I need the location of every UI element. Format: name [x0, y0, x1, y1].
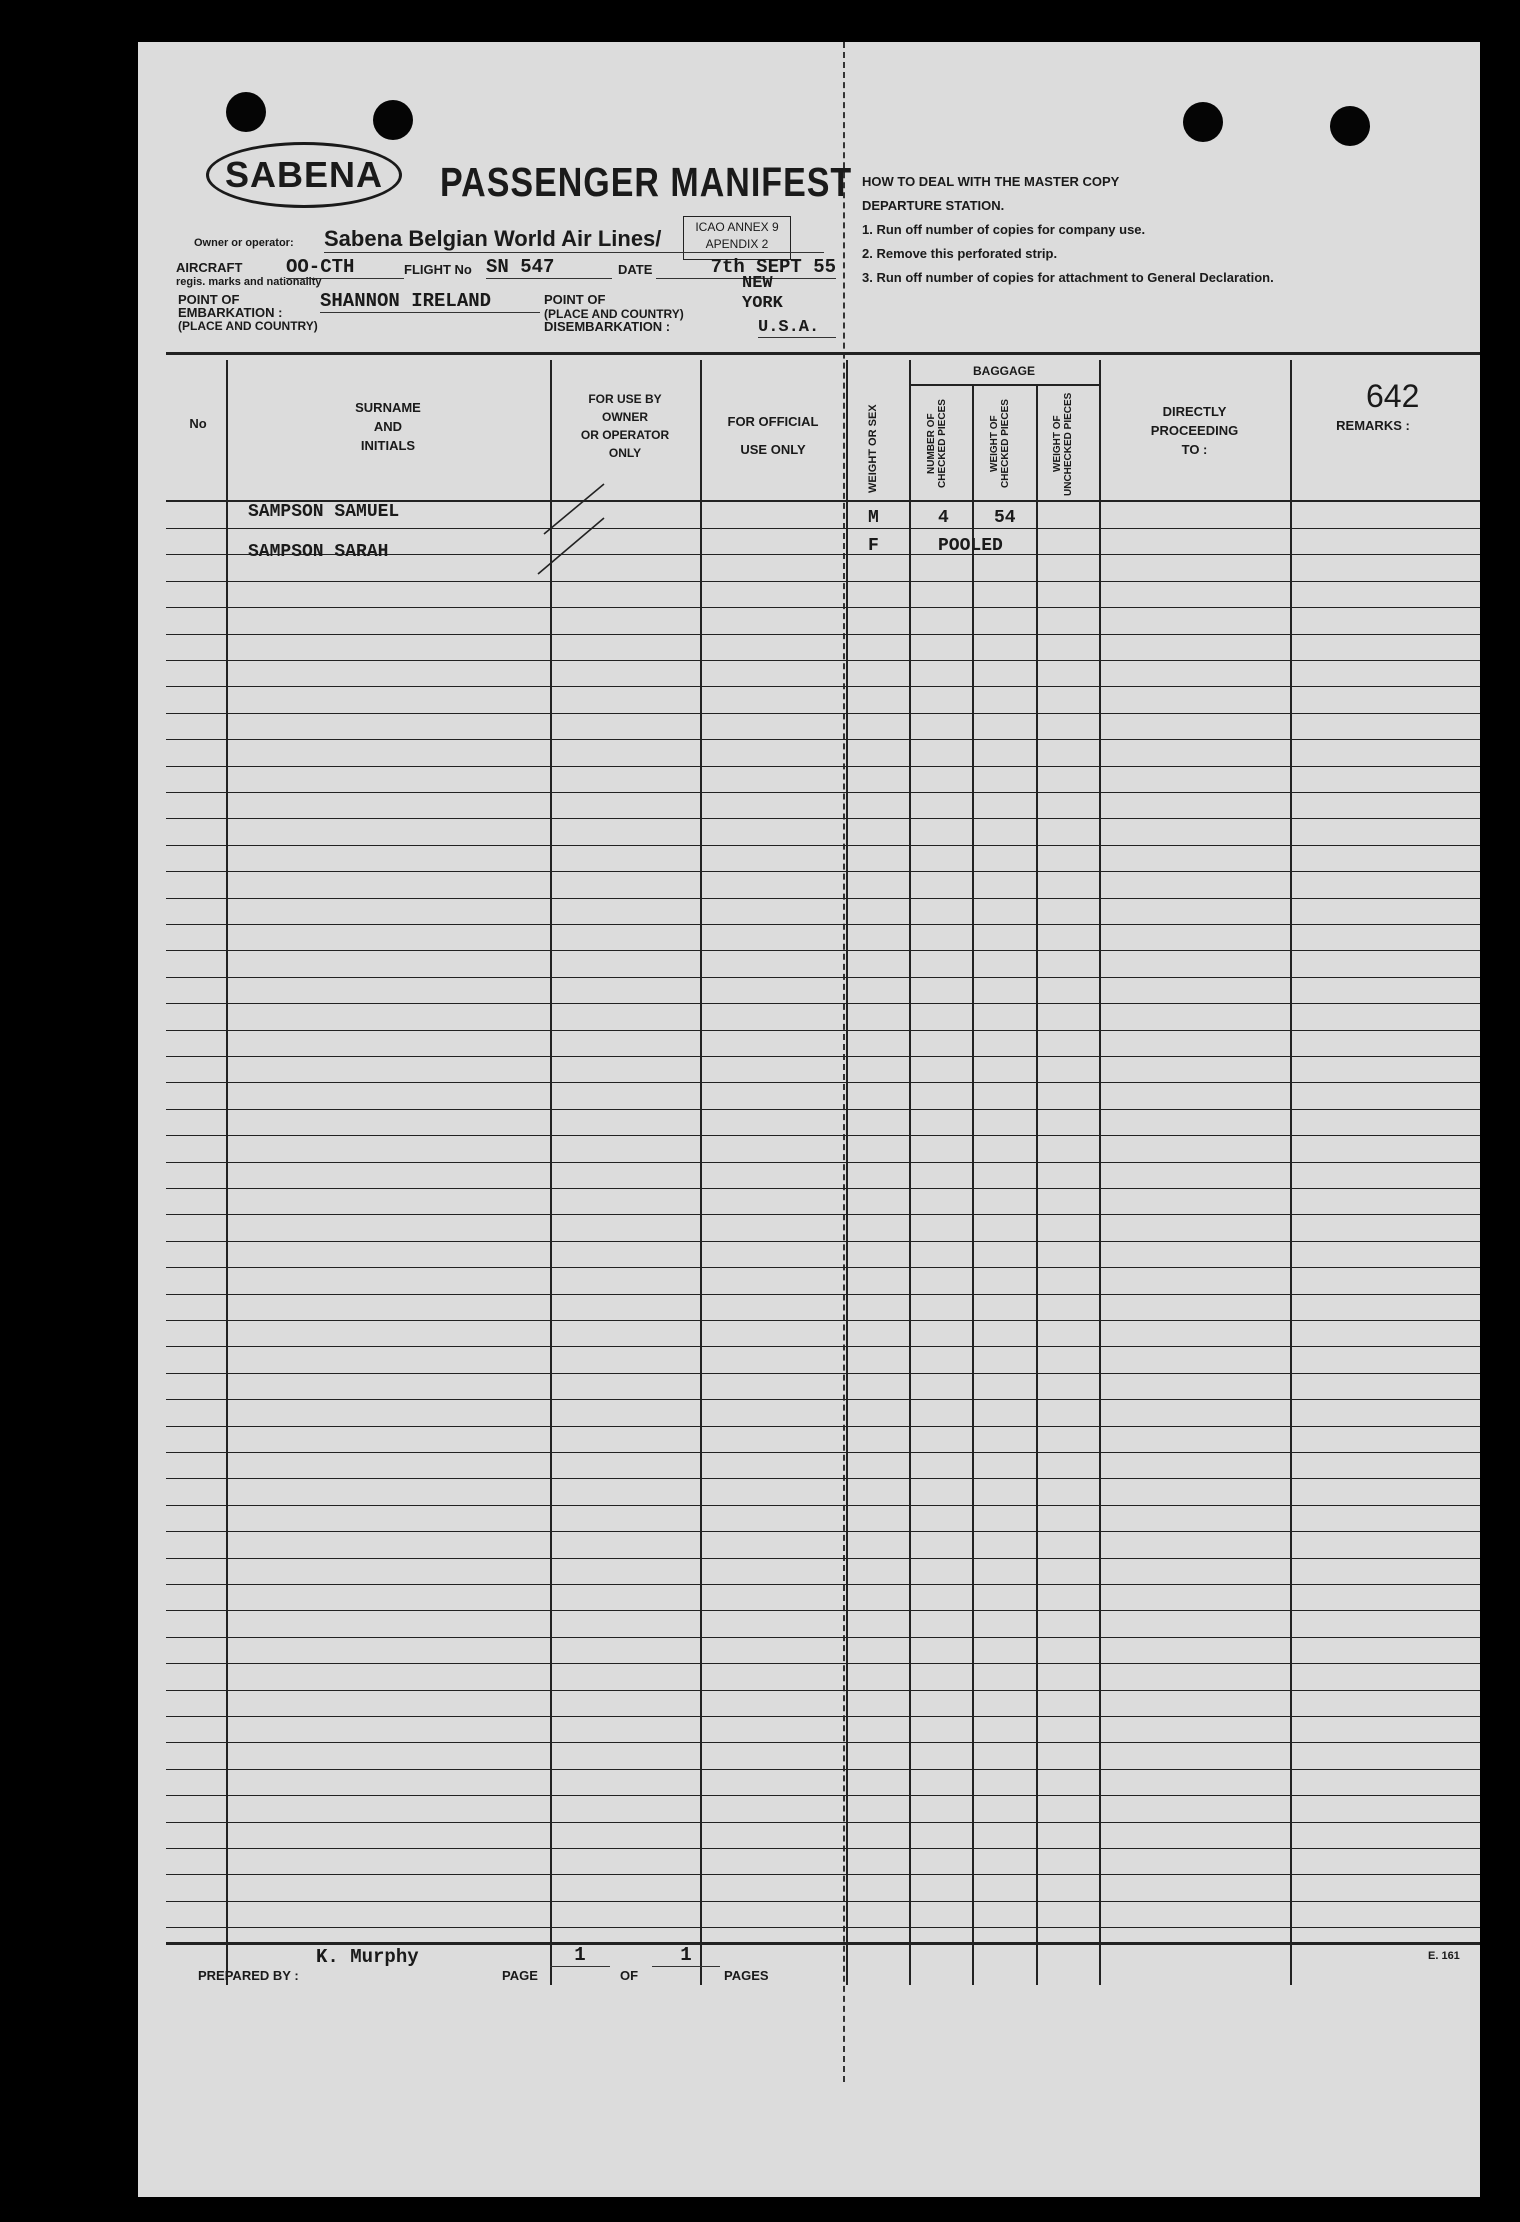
header-weight-checked: WEIGHT OF CHECKED PIECES — [989, 399, 1011, 489]
table-row — [166, 792, 1480, 793]
table-row — [166, 634, 1480, 635]
disembark-value-1: NEW — [742, 274, 773, 293]
icao-line-2: APENDIX 2 — [705, 237, 769, 251]
table-row — [166, 1901, 1480, 1902]
aircraft-value: OO-CTH — [286, 256, 404, 279]
aircraft-label: AIRCRAFT — [176, 260, 243, 275]
header-no: No — [189, 416, 207, 431]
disembark-value-3: U.S.A. — [758, 318, 836, 338]
sabena-logo: SABENA — [206, 142, 402, 208]
embark-label-1: POINT OF — [178, 292, 240, 307]
flight-label: FLIGHT No — [404, 262, 472, 277]
embark-label-3: (PLACE AND COUNTRY) — [178, 319, 318, 333]
header-official-use: FOR OFFICIAL USE ONLY — [727, 414, 819, 457]
passenger-name: SAMPSON SARAH — [248, 542, 389, 562]
table-row — [166, 1769, 1480, 1770]
table-row — [166, 1241, 1480, 1242]
table-row — [166, 1452, 1480, 1453]
disembark-label-3: DISEMBARKATION : — [544, 319, 671, 334]
table-row — [166, 1927, 1480, 1928]
table-row — [166, 1320, 1480, 1321]
table-row — [166, 713, 1480, 714]
table-row — [166, 1558, 1480, 1559]
table-row — [166, 1690, 1480, 1691]
table-row — [166, 739, 1480, 740]
owner-value: Sabena Belgian World Air Lines/ — [324, 226, 824, 253]
table-row — [166, 1426, 1480, 1427]
table-row — [166, 1637, 1480, 1638]
header-weight-unchecked: WEIGHT OF UNCHECKED PIECES — [1052, 392, 1074, 496]
table-row — [166, 660, 1480, 661]
disembark-value-2: YORK — [742, 294, 783, 313]
table-row — [166, 1294, 1480, 1295]
page-value: 1 — [550, 1944, 610, 1967]
table-row — [166, 1795, 1480, 1796]
passenger-name: SAMPSON SAMUEL — [248, 502, 400, 522]
header-directly-proceeding: DIRECTLY PROCEEDING TO : — [1150, 404, 1239, 457]
embark-value: SHANNON IRELAND — [320, 290, 540, 313]
table-row — [166, 766, 1480, 767]
table-row — [166, 1610, 1480, 1611]
table-row — [166, 1188, 1480, 1189]
punch-hole — [1183, 102, 1223, 142]
table-row — [166, 1030, 1480, 1031]
of-value: 1 — [652, 1944, 720, 1967]
remarks-number: 642 — [1366, 378, 1420, 414]
table-row — [166, 1584, 1480, 1585]
table-row — [166, 950, 1480, 951]
table-row — [166, 924, 1480, 925]
table-row — [166, 1478, 1480, 1479]
table-row — [166, 1135, 1480, 1136]
table-row — [166, 1346, 1480, 1347]
instructions-heading: HOW TO DEAL WITH THE MASTER COPY — [862, 174, 1120, 189]
date-value: 7th SEPT 55 — [656, 256, 836, 279]
instruction-item: 3. Run off number of copies for attachment to General Declaration. — [862, 270, 1274, 285]
table-row — [166, 1531, 1480, 1532]
baggage-pooled: POOLED — [938, 536, 1003, 556]
table-row — [166, 818, 1480, 819]
table-row — [166, 1373, 1480, 1374]
table-row — [166, 581, 1480, 582]
punch-hole — [226, 92, 266, 132]
table-row — [166, 898, 1480, 899]
punch-hole — [1330, 106, 1370, 146]
table-row — [166, 845, 1480, 846]
checked-weight: 54 — [994, 508, 1016, 528]
table-row — [166, 1505, 1480, 1506]
disembark-label-2: (PLACE AND COUNTRY) — [544, 307, 684, 321]
pages-label: PAGES — [724, 1968, 769, 1983]
table-row — [166, 1214, 1480, 1215]
page-title: PASSENGER MANIFEST — [440, 160, 853, 206]
perforation-line — [843, 42, 845, 2082]
table-row — [166, 871, 1480, 872]
owner-label: Owner or operator: — [194, 237, 294, 249]
icao-line-1: ICAO ANNEX 9 — [695, 220, 779, 234]
table-row — [166, 1267, 1480, 1268]
punch-hole — [373, 100, 413, 140]
baggage-rule — [909, 384, 1099, 386]
disembark-label-1: POINT OF — [544, 292, 606, 307]
table-row — [166, 1822, 1480, 1823]
passenger-sex: M — [868, 508, 879, 528]
aircraft-sub-label: regis. marks and nationality — [176, 276, 322, 288]
table-row — [166, 1162, 1480, 1163]
table-row — [166, 1874, 1480, 1875]
table-row — [166, 1742, 1480, 1743]
table-row — [166, 1109, 1480, 1110]
table-row — [166, 1003, 1480, 1004]
prepared-by-value: K. Murphy — [316, 1946, 419, 1968]
form-code: E. 161 — [1428, 1950, 1460, 1962]
table-row — [166, 528, 1480, 529]
instruction-item: 2. Remove this perforated strip. — [862, 246, 1058, 261]
table-row — [166, 1716, 1480, 1717]
date-label: DATE — [618, 262, 653, 277]
col-line — [1036, 384, 1038, 1985]
table-row — [166, 1663, 1480, 1664]
table-row — [166, 1082, 1480, 1083]
table-row — [166, 607, 1480, 608]
header-baggage: BAGGAGE — [972, 364, 1035, 378]
instruction-item: 1. Run off number of copies for company use. — [862, 222, 1146, 237]
embark-label-2: EMBARKATION : — [178, 305, 283, 320]
header-remarks: REMARKS : — [1336, 418, 1410, 433]
checked-pieces: 4 — [938, 508, 949, 528]
table-row — [166, 977, 1480, 978]
table-row — [166, 1056, 1480, 1057]
table-bottom-rule — [166, 1942, 1480, 1945]
table-row — [166, 1848, 1480, 1849]
flight-value: SN 547 — [486, 256, 612, 279]
of-label: OF — [620, 1968, 639, 1983]
table-row — [166, 686, 1480, 687]
manifest-sheet — [138, 42, 1480, 2197]
table-row — [166, 1399, 1480, 1400]
check-mark — [534, 474, 624, 584]
header-weight-sex: WEIGHT OR SEX — [867, 404, 879, 494]
header-owner-use: FOR USE BY OWNER OR OPERATOR ONLY — [580, 392, 670, 460]
header-num-checked: NUMBER OF CHECKED PIECES — [926, 399, 948, 489]
col-line — [972, 384, 974, 1985]
instructions — [862, 170, 1274, 290]
table-top-rule — [166, 352, 1480, 355]
instructions-heading-2: DEPARTURE STATION. — [862, 198, 1005, 213]
passenger-sex: F — [868, 536, 879, 556]
page-label: PAGE — [502, 1968, 538, 1983]
prepared-by-label: PREPARED BY : — [198, 1968, 299, 1983]
header-surname: SURNAME AND INITIALS — [355, 400, 421, 453]
